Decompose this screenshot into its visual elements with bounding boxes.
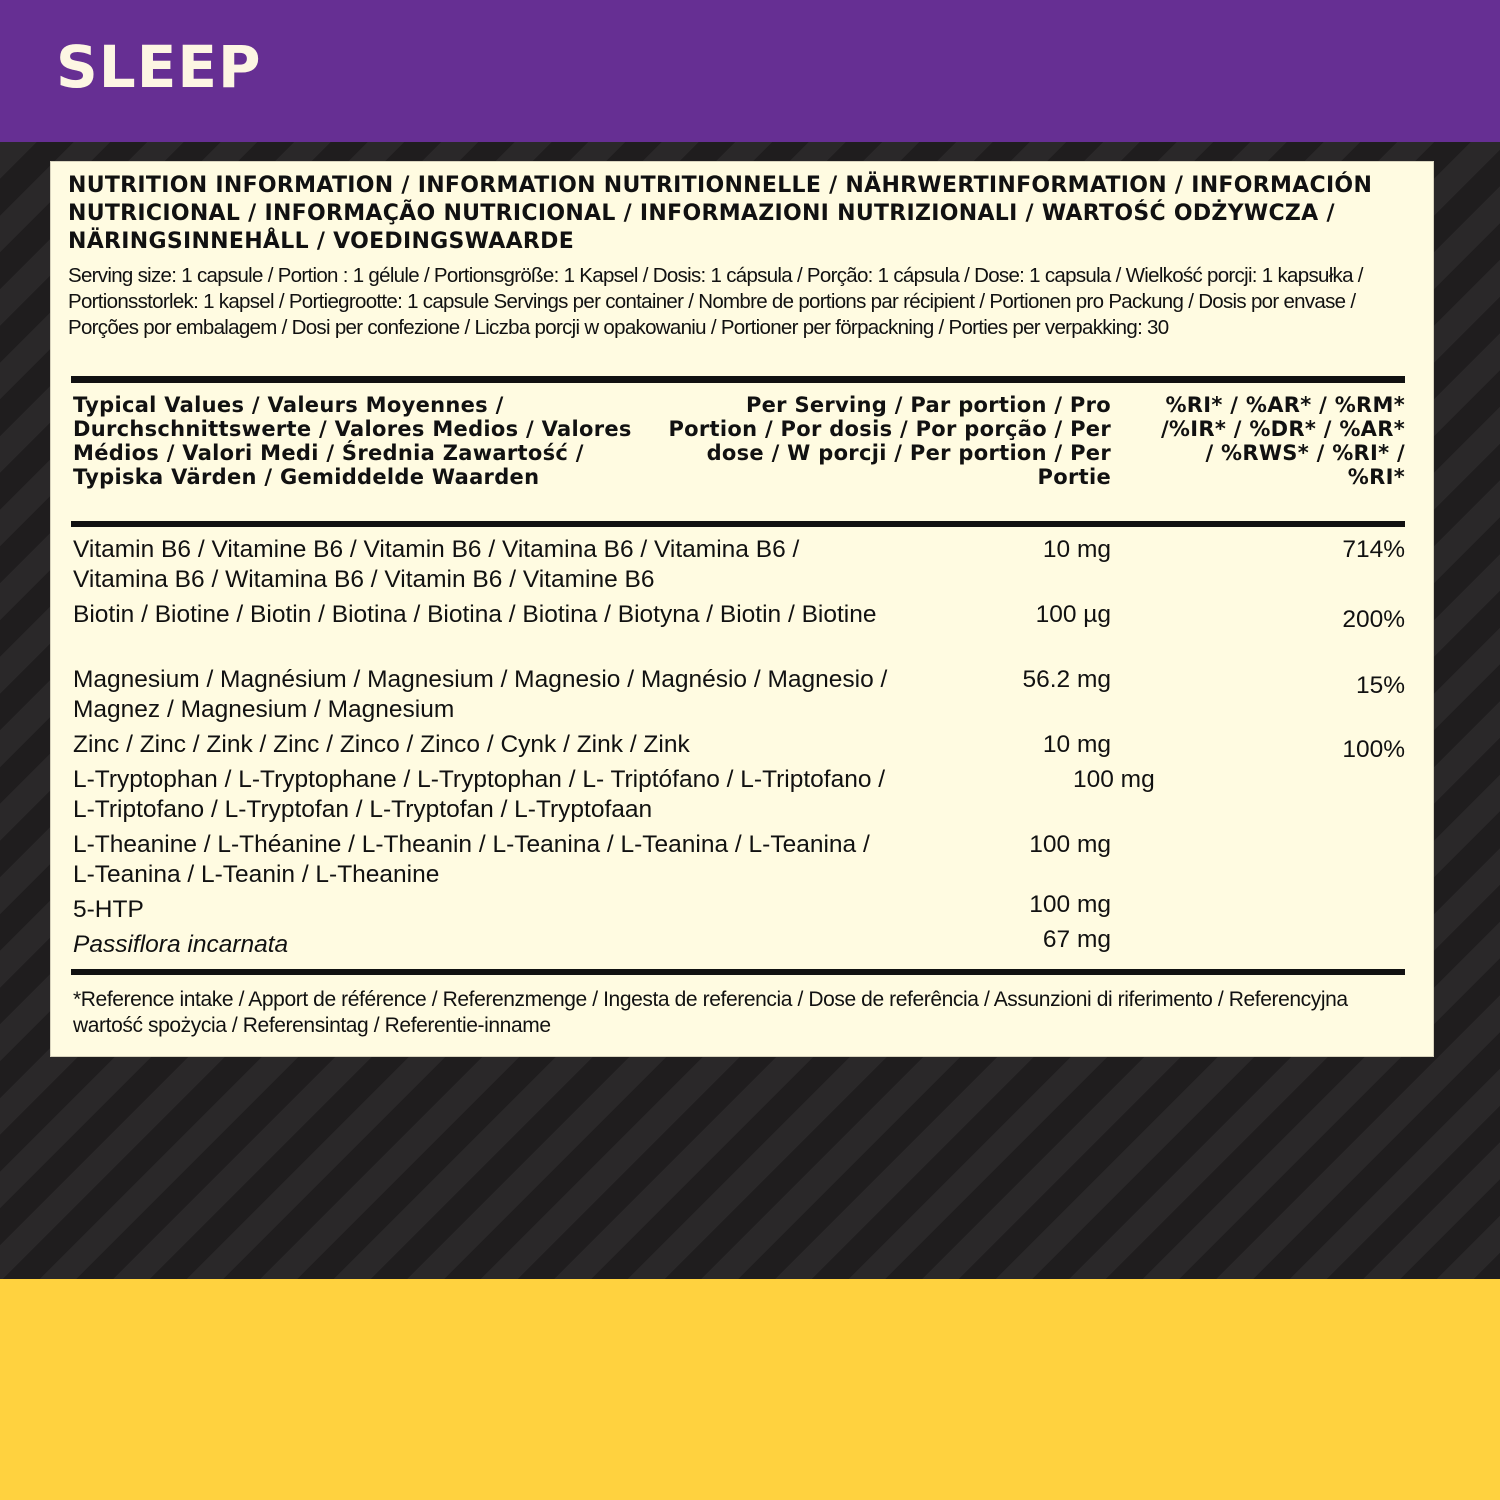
nutrition-heading: NUTRITION INFORMATION / INFORMATION NUTRITIONNELLE / NÄHRWERTINFORMATION / INFORMACIÓN NUTRICIONAL / INFORMAÇÃO NUTRICIONAL / INFORMAZIONI NUTRIZIONALI / WARTOŚĆ ODŻYWCZA / NÄRINGSINNEHÅLL / VOEDINGSWAARDE xyxy=(68,173,1373,254)
nutrient-name: 5-HTP xyxy=(73,896,144,923)
top-rule xyxy=(71,376,1405,383)
nutrient-name: Zinc / Zinc / Zink / Zinc / Zinco / Zinco / Cynk / Zink / Zink xyxy=(73,731,690,758)
nutrient-name: L-Theanine / L-Théanine / L-Theanin / L-Teanina / L-Teanina / L-Teanina / L-Teanina / L-Teanin / L-Theanine xyxy=(73,831,870,888)
nutrient-amount: 100 µg xyxy=(1035,601,1111,628)
nutrient-ri: 714% xyxy=(1342,536,1405,563)
nutrient-ri: 15% xyxy=(1355,672,1405,699)
nutrient-amount: 56.2 mg xyxy=(1022,666,1111,693)
nutrient-name: L-Tryptophan / L-Tryptophane / L-Tryptophan / L- Triptófano / L-Triptofano / L-Triptofano / L-Tryptofan / L-Tryptofan / L-Tryptofaan xyxy=(73,766,886,823)
nutrient-name: Passiflora incarnata xyxy=(73,931,289,958)
nutrient-amount: 100 mg xyxy=(1029,891,1111,918)
nutrient-table xyxy=(73,535,1405,960)
bottom-banner xyxy=(0,1279,1500,1500)
nutrition-label xyxy=(50,161,1434,1057)
header-typical-values: Typical Values / Valeurs Moyennes / Durchschnittswerte / Valores Medios / Valores Médios / Valori Medi / Średnia Zawartość / Typiska Värden / Gemiddelde Waarden xyxy=(73,393,632,489)
header-ri: %RI* / %AR* / %RM* /%IR* / %DR* / %AR* / %RWS* / %RI* / %RI* xyxy=(1160,393,1405,489)
nutrient-amount: 100 mg xyxy=(1073,766,1155,793)
table-row xyxy=(73,890,1405,925)
header-per-serving: Per Serving / Par portion / Pro Portion / Por dosis / Por porção / Per dose / W porcji / Per portion / Per Portie xyxy=(668,393,1111,489)
nutrient-ri: 200% xyxy=(1342,606,1405,633)
header-rule xyxy=(71,521,1405,527)
nutrient-name: Magnesium / Magnésium / Magnesium / Magnesio / Magnésio / Magnesio / Magnez / Magnesium / Magnesium xyxy=(73,666,888,723)
reference-footnote: *Reference intake / Apport de référence / Referenzmenge / Ingesta de referencia / Dose de referência / Assunzioni di riferimento / Referencyjna wartość spożycia / Referensintag / Referentie-inname xyxy=(73,988,1348,1037)
nutrient-amount: 100 mg xyxy=(1029,831,1111,858)
bottom-rule xyxy=(71,969,1405,975)
table-row xyxy=(73,830,1405,890)
table-row xyxy=(73,535,1405,600)
top-banner xyxy=(0,0,1500,142)
product-title: SLEEP xyxy=(56,33,262,101)
nutrient-name: Vitamin B6 / Vitamine B6 / Vitamin B6 / Vitamina B6 / Vitamina B6 / Vitamina B6 / Witamina B6 / Vitamin B6 / Vitamine B6 xyxy=(73,536,800,593)
table-row xyxy=(73,665,1405,730)
table-row xyxy=(73,765,1405,830)
serving-info: Serving size: 1 capsule / Portion : 1 gélule / Portionsgröße: 1 Kapsel / Dosis: 1 cápsula / Porção: 1 cápsula / Dose: 1 capsula / Wielkość porcji: 1 kapsułka / Portionsstorlek: 1 kapsel / Portiegrootte: 1 capsule Servings per container / Nombre de portions par récipient / Portionen pro Packung / Dosis por envase / Porções por embalagem / Dosi per confezione / Liczba porcji w opakowaniu / Portioner per förpackning / Porties per verpakking: 30 xyxy=(68,264,1363,339)
nutrient-ri: 100% xyxy=(1342,736,1405,763)
nutrient-amount: 10 mg xyxy=(1042,536,1111,563)
nutrient-amount: 10 mg xyxy=(1042,731,1111,758)
nutrient-amount: 67 mg xyxy=(1042,926,1111,953)
table-row xyxy=(73,600,1405,665)
table-row xyxy=(73,730,1405,765)
nutrient-name: Biotin / Biotine / Biotin / Biotina / Biotina / Biotina / Biotyna / Biotin / Biotine xyxy=(73,601,877,628)
table-row xyxy=(73,925,1405,960)
